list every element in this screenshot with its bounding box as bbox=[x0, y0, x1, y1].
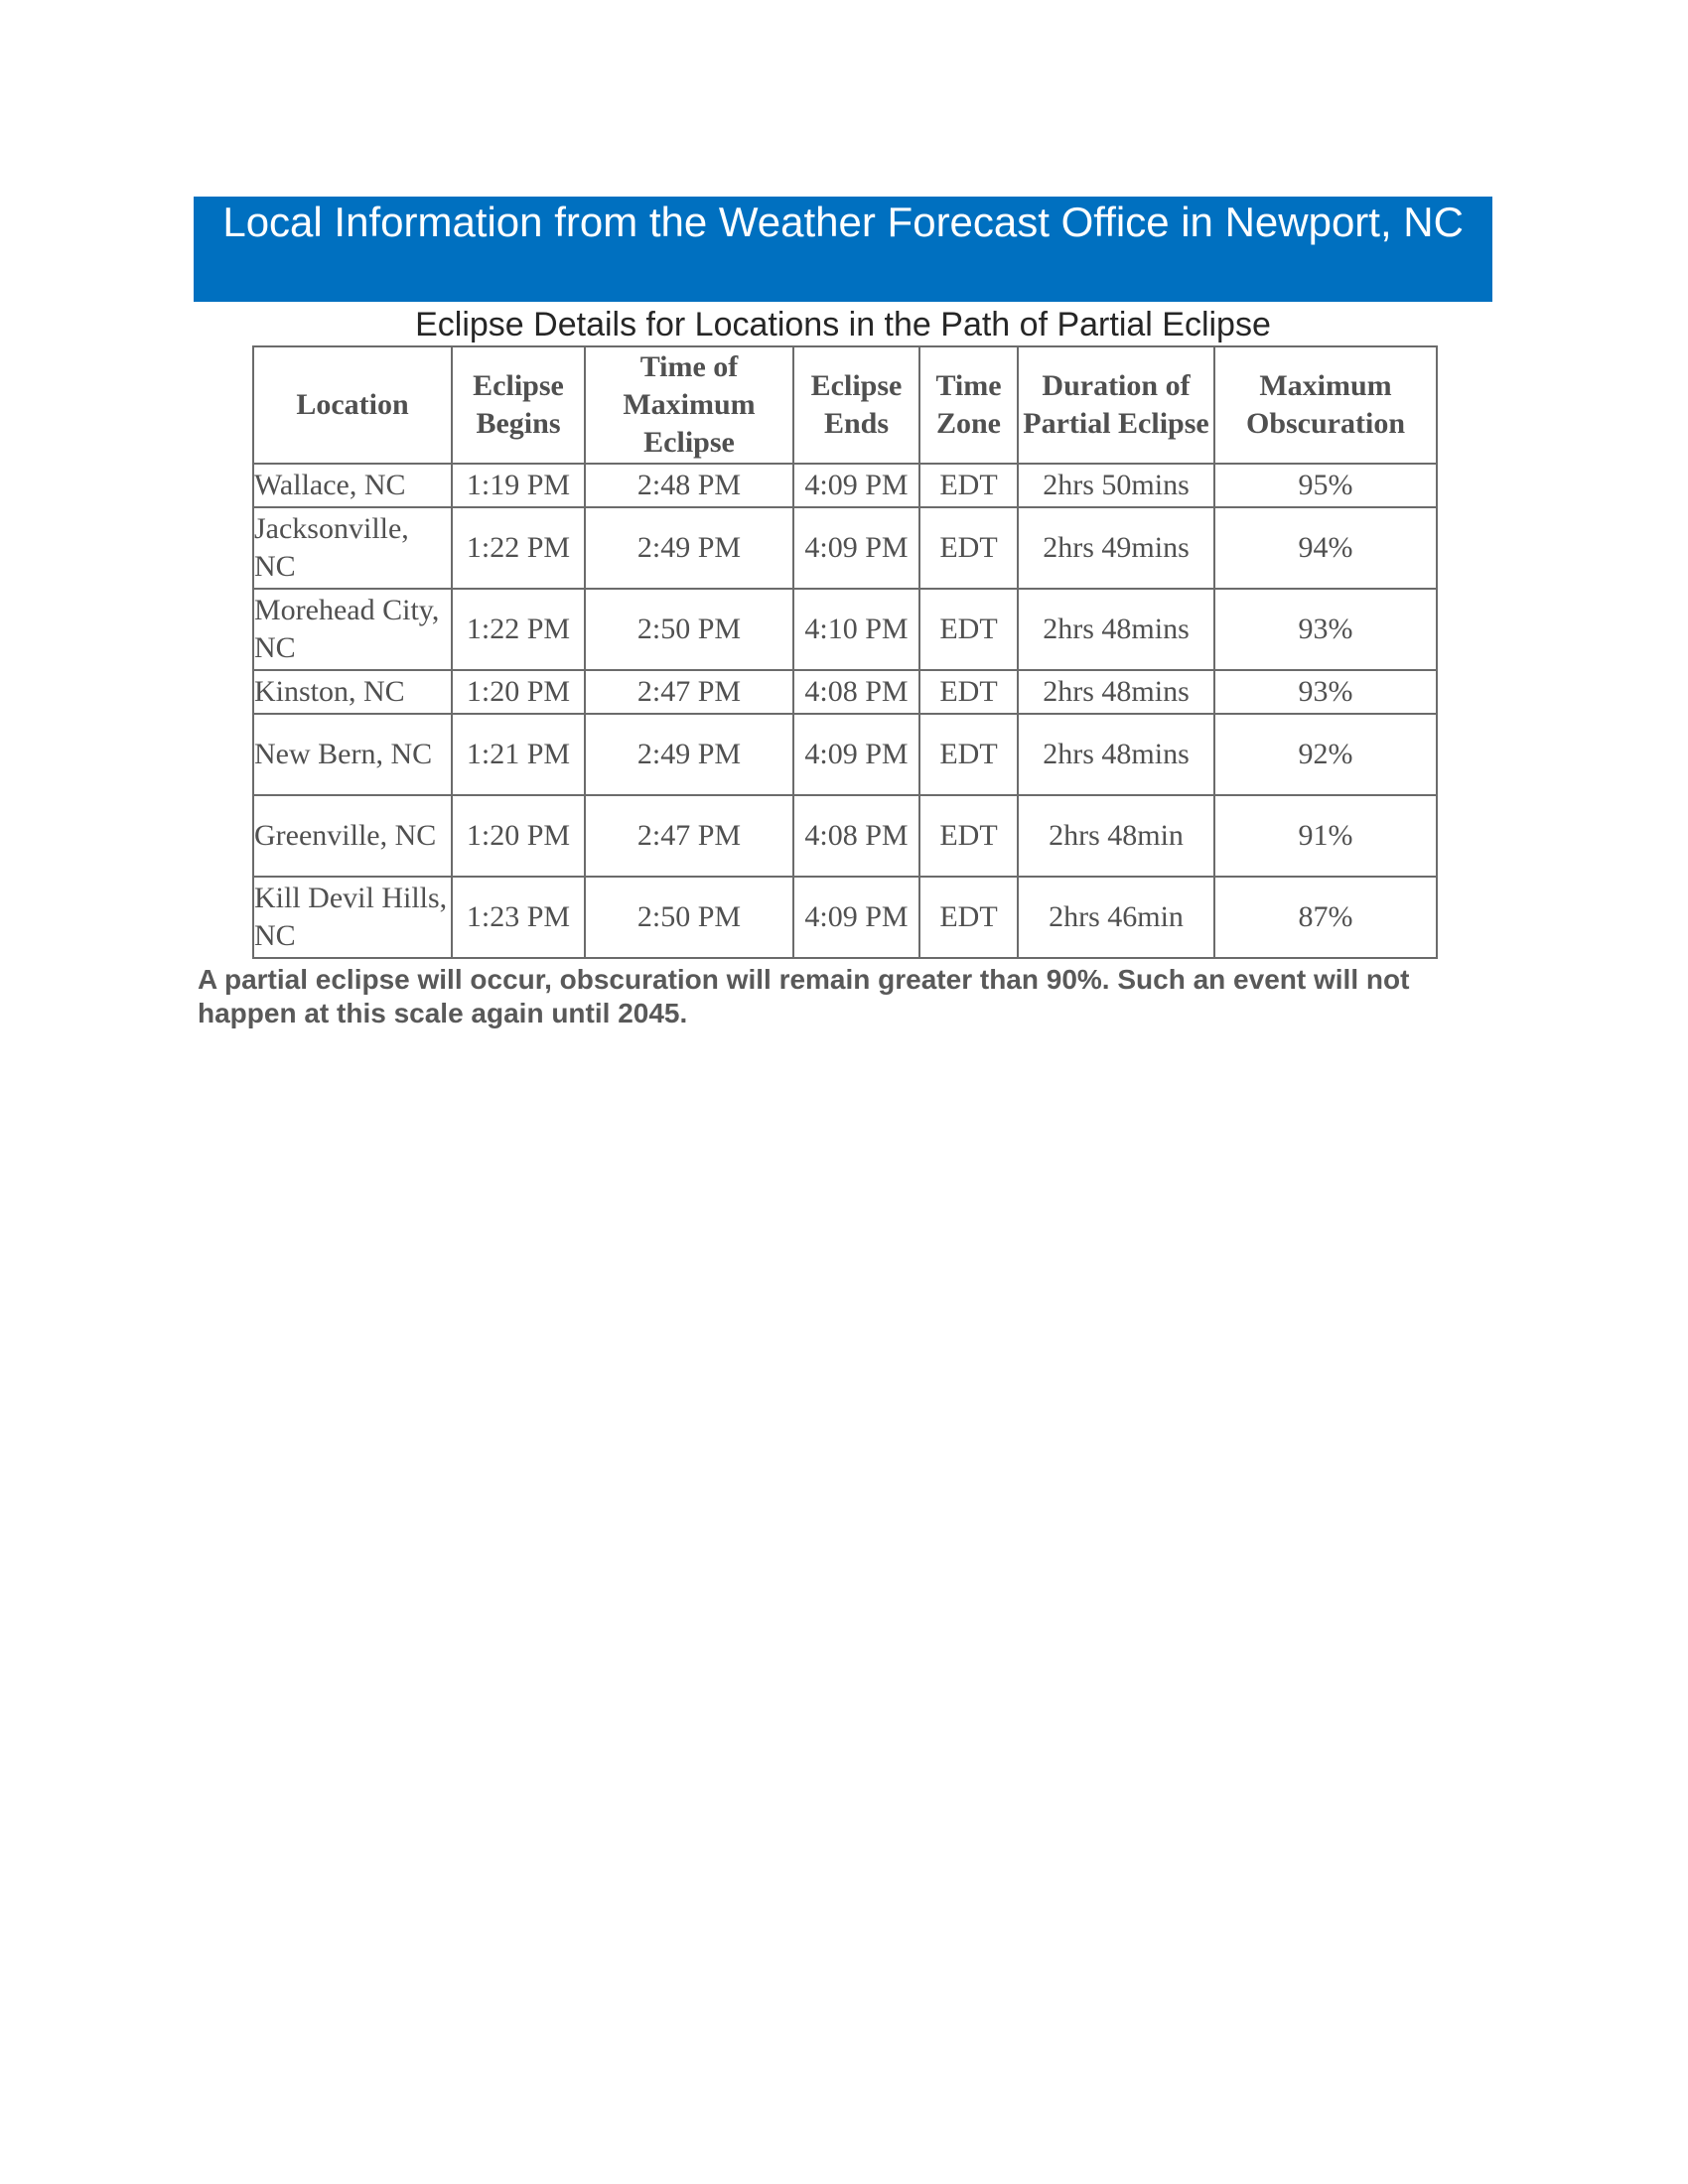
cell-eclipse-begins: 1:20 PM bbox=[452, 795, 585, 877]
header-maximum-obscuration: Maximum Obscuration bbox=[1214, 346, 1437, 464]
cell-time-zone: EDT bbox=[919, 670, 1018, 714]
cell-location: Kinston, NC bbox=[253, 670, 452, 714]
header-banner bbox=[194, 197, 1492, 302]
cell-eclipse-begins: 1:23 PM bbox=[452, 877, 585, 958]
eclipse-details-table bbox=[252, 345, 1438, 959]
cell-eclipse-ends: 4:09 PM bbox=[793, 464, 919, 507]
cell-maximum-eclipse: 2:47 PM bbox=[585, 795, 793, 877]
cell-eclipse-begins: 1:19 PM bbox=[452, 464, 585, 507]
cell-duration: 2hrs 50mins bbox=[1018, 464, 1214, 507]
cell-eclipse-begins: 1:20 PM bbox=[452, 670, 585, 714]
cell-obscuration: 91% bbox=[1214, 795, 1437, 877]
cell-time-zone: EDT bbox=[919, 877, 1018, 958]
header-duration: Duration of Partial Eclipse bbox=[1018, 346, 1214, 464]
table-row bbox=[253, 507, 1437, 589]
cell-obscuration: 94% bbox=[1214, 507, 1437, 589]
cell-eclipse-ends: 4:08 PM bbox=[793, 795, 919, 877]
cell-eclipse-ends: 4:08 PM bbox=[793, 670, 919, 714]
cell-time-zone: EDT bbox=[919, 714, 1018, 795]
table-row bbox=[253, 589, 1437, 670]
eclipse-table-container bbox=[252, 345, 1436, 959]
footnote: A partial eclipse will occur, obscuration will remain greater than 90%. Such an event will not happen at this scale again until 2045. bbox=[198, 964, 1410, 1028]
table-row bbox=[253, 795, 1437, 877]
cell-location: New Bern, NC bbox=[253, 714, 452, 795]
cell-time-zone: EDT bbox=[919, 464, 1018, 507]
cell-obscuration: 93% bbox=[1214, 589, 1437, 670]
header-time-zone: Time Zone bbox=[919, 346, 1018, 464]
table-title: Eclipse Details for Locations in the Path of Partial Eclipse bbox=[415, 306, 1271, 343]
cell-eclipse-begins: 1:22 PM bbox=[452, 507, 585, 589]
cell-eclipse-ends: 4:10 PM bbox=[793, 589, 919, 670]
cell-time-zone: EDT bbox=[919, 507, 1018, 589]
header-eclipse-begins: Eclipse Begins bbox=[452, 346, 585, 464]
cell-obscuration: 92% bbox=[1214, 714, 1437, 795]
cell-eclipse-begins: 1:22 PM bbox=[452, 589, 585, 670]
cell-duration: 2hrs 49mins bbox=[1018, 507, 1214, 589]
header-location: Location bbox=[253, 346, 452, 464]
cell-time-zone: EDT bbox=[919, 589, 1018, 670]
cell-duration: 2hrs 48mins bbox=[1018, 589, 1214, 670]
cell-maximum-eclipse: 2:47 PM bbox=[585, 670, 793, 714]
cell-maximum-eclipse: 2:49 PM bbox=[585, 714, 793, 795]
banner-title: Local Information from the Weather Forecast Office in Newport, NC bbox=[200, 199, 1464, 245]
cell-location: Jacksonville, NC bbox=[253, 507, 452, 589]
table-row bbox=[253, 670, 1437, 714]
cell-location: Greenville, NC bbox=[253, 795, 452, 877]
cell-duration: 2hrs 48mins bbox=[1018, 714, 1214, 795]
cell-duration: 2hrs 48min bbox=[1018, 795, 1214, 877]
table-row bbox=[253, 877, 1437, 958]
cell-maximum-eclipse: 2:50 PM bbox=[585, 589, 793, 670]
table-row bbox=[253, 464, 1437, 507]
cell-maximum-eclipse: 2:49 PM bbox=[585, 507, 793, 589]
table-row bbox=[253, 714, 1437, 795]
cell-eclipse-ends: 4:09 PM bbox=[793, 507, 919, 589]
cell-maximum-eclipse: 2:48 PM bbox=[585, 464, 793, 507]
cell-eclipse-ends: 4:09 PM bbox=[793, 877, 919, 958]
cell-obscuration: 95% bbox=[1214, 464, 1437, 507]
cell-maximum-eclipse: 2:50 PM bbox=[585, 877, 793, 958]
cell-obscuration: 93% bbox=[1214, 670, 1437, 714]
header-eclipse-ends: Eclipse Ends bbox=[793, 346, 919, 464]
cell-obscuration: 87% bbox=[1214, 877, 1437, 958]
header-time-of-maximum-eclipse: Time of Maximum Eclipse bbox=[585, 346, 793, 464]
cell-eclipse-begins: 1:21 PM bbox=[452, 714, 585, 795]
cell-location: Wallace, NC bbox=[253, 464, 452, 507]
cell-location: Kill Devil Hills, NC bbox=[253, 877, 452, 958]
table-header-row bbox=[253, 346, 1437, 464]
cell-time-zone: EDT bbox=[919, 795, 1018, 877]
cell-location: Morehead City, NC bbox=[253, 589, 452, 670]
cell-eclipse-ends: 4:09 PM bbox=[793, 714, 919, 795]
cell-duration: 2hrs 48mins bbox=[1018, 670, 1214, 714]
cell-duration: 2hrs 46min bbox=[1018, 877, 1214, 958]
